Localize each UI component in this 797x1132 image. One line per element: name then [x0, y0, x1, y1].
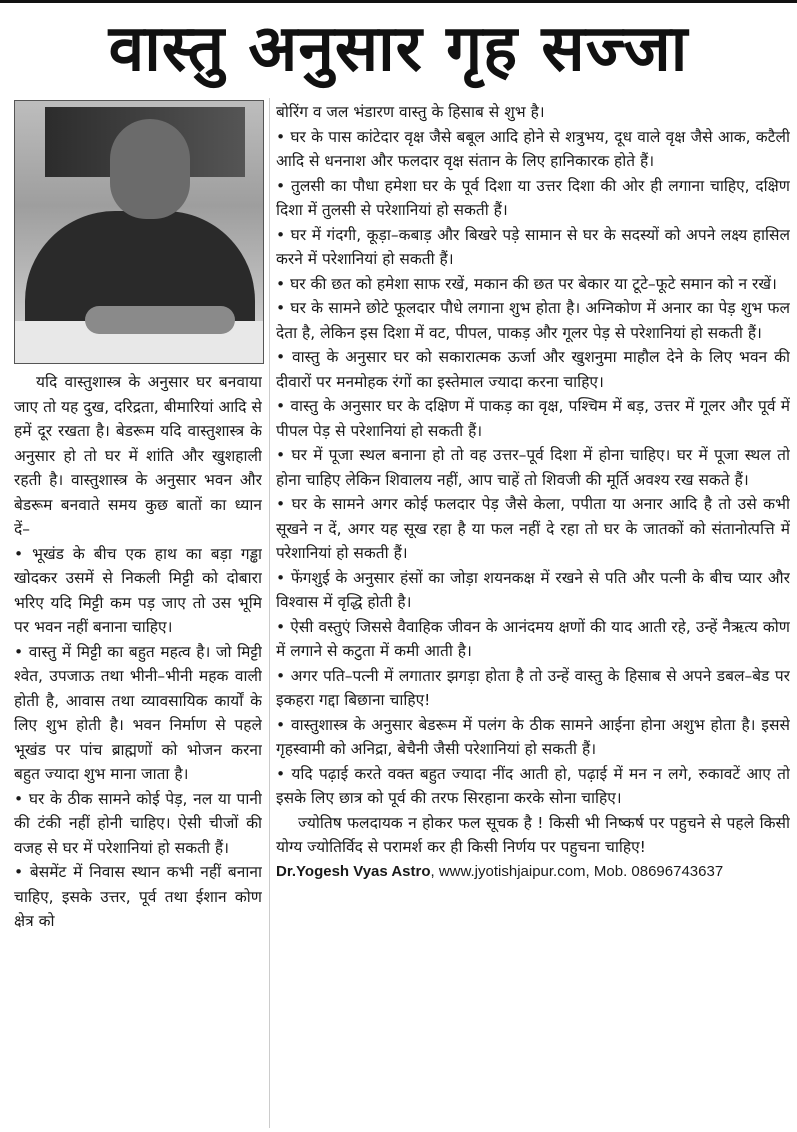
intro-paragraph: यदि वास्तुशास्त्र के अनुसार घर बनवाया जाए तो यह दुख, दरिद्रता, बीमारियां आदि से हमें दूर रखता है। बेडरूम यदि वास्तुशास्त्र के अनुसार हो तो घर में शांति और खुशहाली रहती है। वास्तुशास्त्र के अनुसार भवन और बेडरूम बनवाते समय कुछ बातों का ध्यान दें–	[14, 373, 262, 538]
bullet-paragraph: • घर में पूजा स्थल बनाना हो तो वह उत्तर–पूर्व दिशा में होना चाहिए। घर में पूजा स्थल तो होना चाहिए लेकिन शिवालय नहीं, आप चाहें तो शिवजी की मूर्ति अवश्य रख सकते हैं।	[276, 446, 790, 489]
bullet-paragraph: • घर के सामने अगर कोई फलदार पेड़ जैसे केला, पपीता या अनार आदि है तो उसे कभी सूखने न दें, अगर यह सूख रहा है या फल नहीं दे रहा तो घर के जातकों को संतानोत्पत्ति में परेशानियां हो सकती हैं।	[276, 495, 790, 562]
headline: वास्तु अनुसार गृह सज्जा	[108, 12, 689, 86]
author-photo	[14, 100, 264, 364]
bullet-paragraph: • घर के ठीक सामने कोई पेड़, नल या पानी की टंकी नहीं होनी चाहिए। ऐसी चीजों की वजह से घर में परेशानियां हो सकती हैं।	[14, 789, 262, 857]
bullet-paragraph: • भूखंड के बीच एक हाथ का बड़ा गड्ढा खोदकर उसमें से निकली मिट्टी को दोबारा भरिए यदि मिट्टी कम पड़ जाए तो उस भूमि पर भवन नहीं बनाना चाहिए।	[14, 544, 262, 636]
bullet-paragraph: • वास्तु में मिट्टी का बहुत महत्व है। जो मिट्टी श्वेत, उपजाऊ तथा भीनी–भीनी महक वाली होती है, आवास तथा व्यावसायिक कार्यों के लिए शुभ होती है। भवन निर्माण से पहले भूखंड पर पांच ब्राह्मणों को भोजन करना बहुत ज्यादा शुभ माना जाता है।	[14, 642, 262, 783]
byline	[276, 860, 790, 883]
bullet-paragraph: • फेंगशुई के अनुसार हंसों का जोड़ा शयनकक्ष में रखने से पति और पत्नी के बीच प्यार और विश्‍वास में वृद्धि होती है।	[276, 568, 790, 611]
photo-hands	[85, 306, 235, 334]
left-column	[14, 370, 262, 1130]
bullet-paragraph: • यदि पढ़ाई करते वक्त बहुत ज्यादा नींद आती हो, पढ़ाई में मन न लगे, रुकावटें आए तो इसके लिए छात्र को पूर्व की तरफ सिरहाना करके सोना चाहिए।	[276, 764, 790, 807]
author-name: Dr.Yogesh Vyas Astro	[276, 862, 431, 880]
bullet-paragraph: • बेसमेंट में निवास स्थान कभी नहीं बनाना चाहिए, इसके उत्तर, पूर्व तथा ईशान कोण क्षेत्र को	[14, 863, 262, 930]
bullet-paragraph: • अगर पति–पत्नी में लगातार झगड़ा होता है तो उन्हें वास्तु के हिसाब से अपने डबल–बेड पर इकहरा गद्दा बिछाना चाहिए!	[276, 666, 790, 709]
top-rule	[0, 0, 797, 3]
bullet-paragraph: • घर के सामने छोटे फूलदार पौधे लगाना शुभ होता है। अग्निकोण में अनार का पेड़ शुभ फल देता है, लेकिन इस दिशा में वट, पीपल, पाकड़ और गूलर पेड़ से परेशानियां हो सकती हैं।	[276, 299, 790, 342]
continued-paragraph: बोरिंग व जल भंडारण वास्तु के हिसाब से शुभ है।	[276, 103, 545, 121]
bullet-paragraph: • घर में गंदगी, कूड़ा–कबाड़ और बिखरे पड़े सामान से घर के सदस्यों को अपने लक्ष्य हासिल करने में परेशानियां हो सकती हैं।	[276, 225, 790, 268]
bullet-paragraph: • तुलसी का पौधा हमेशा घर के पूर्व दिशा या उत्तर दिशा की ओर ही लगाना चाहिए, दक्षिण दिशा में तुलसी से परेशानियां हो सकती हैं।	[276, 176, 790, 219]
bullet-paragraph: • वास्तुशास्त्र के अनुसार बेडरूम में पलंग के ठीक सामने आईना होना अशुभ होता है। इससे गृहस्वामी को अनिद्रा, बेचैनी जैसी परेशानियां हो सकती हैं।	[276, 715, 790, 758]
bullet-paragraph: • घर के पास कांटेदार वृक्ष जैसे बबूल आदि होने से शत्रुभय, दूध वाले वृक्ष जैसे आक, कटैली आदि से धननाश और फलदार वृक्ष संतान के लिए हानिकारक होते हैं।	[276, 127, 790, 170]
bullet-paragraph: • वास्तु के अनुसार घर को सकारात्मक ऊर्जा और खुशनुमा माहौल देने के लिए भवन की दीवारों पर मनमोहक रंगों का इस्तेमाल ज्यादा करना चाहिए।	[276, 348, 790, 391]
bullet-paragraph: • ऐसी वस्तुएं जिससे वैवाहिक जीवन के आनंदमय क्षणों की याद आती रहे, उन्हें नैऋत्य कोण में लगाने से कटुता में कमी आती है।	[276, 617, 790, 660]
right-column	[276, 100, 790, 1130]
disclaimer-paragraph: ज्योतिष फलदायक न होकर फल सूचक है ! किसी भी निष्कर्ष पर पहुचने से पहले किसी योग्य ज्योतिर्विद से परामर्श कर ही किसी निर्णय पर पहुचना चाहिए!	[276, 813, 790, 856]
column-separator	[269, 98, 270, 1128]
bullet-paragraph: • घर की छत को हमेशा साफ रखें, मकान की छत पर बेकार या टूटे–फूटे समान को न रखें।	[276, 274, 777, 293]
photo-figure-head	[110, 119, 190, 219]
author-contact: , www.jyotishjaipur.com, Mob. 08696743637	[430, 862, 724, 880]
bullet-paragraph: • वास्तु के अनुसार घर के दक्षिण में पाकड़ का वृक्ष, पश्चिम में बड़, उत्तर में गूलर और पूर्व में पीपल पेड़ से परेशानियां हो सकती हैं।	[276, 397, 790, 440]
